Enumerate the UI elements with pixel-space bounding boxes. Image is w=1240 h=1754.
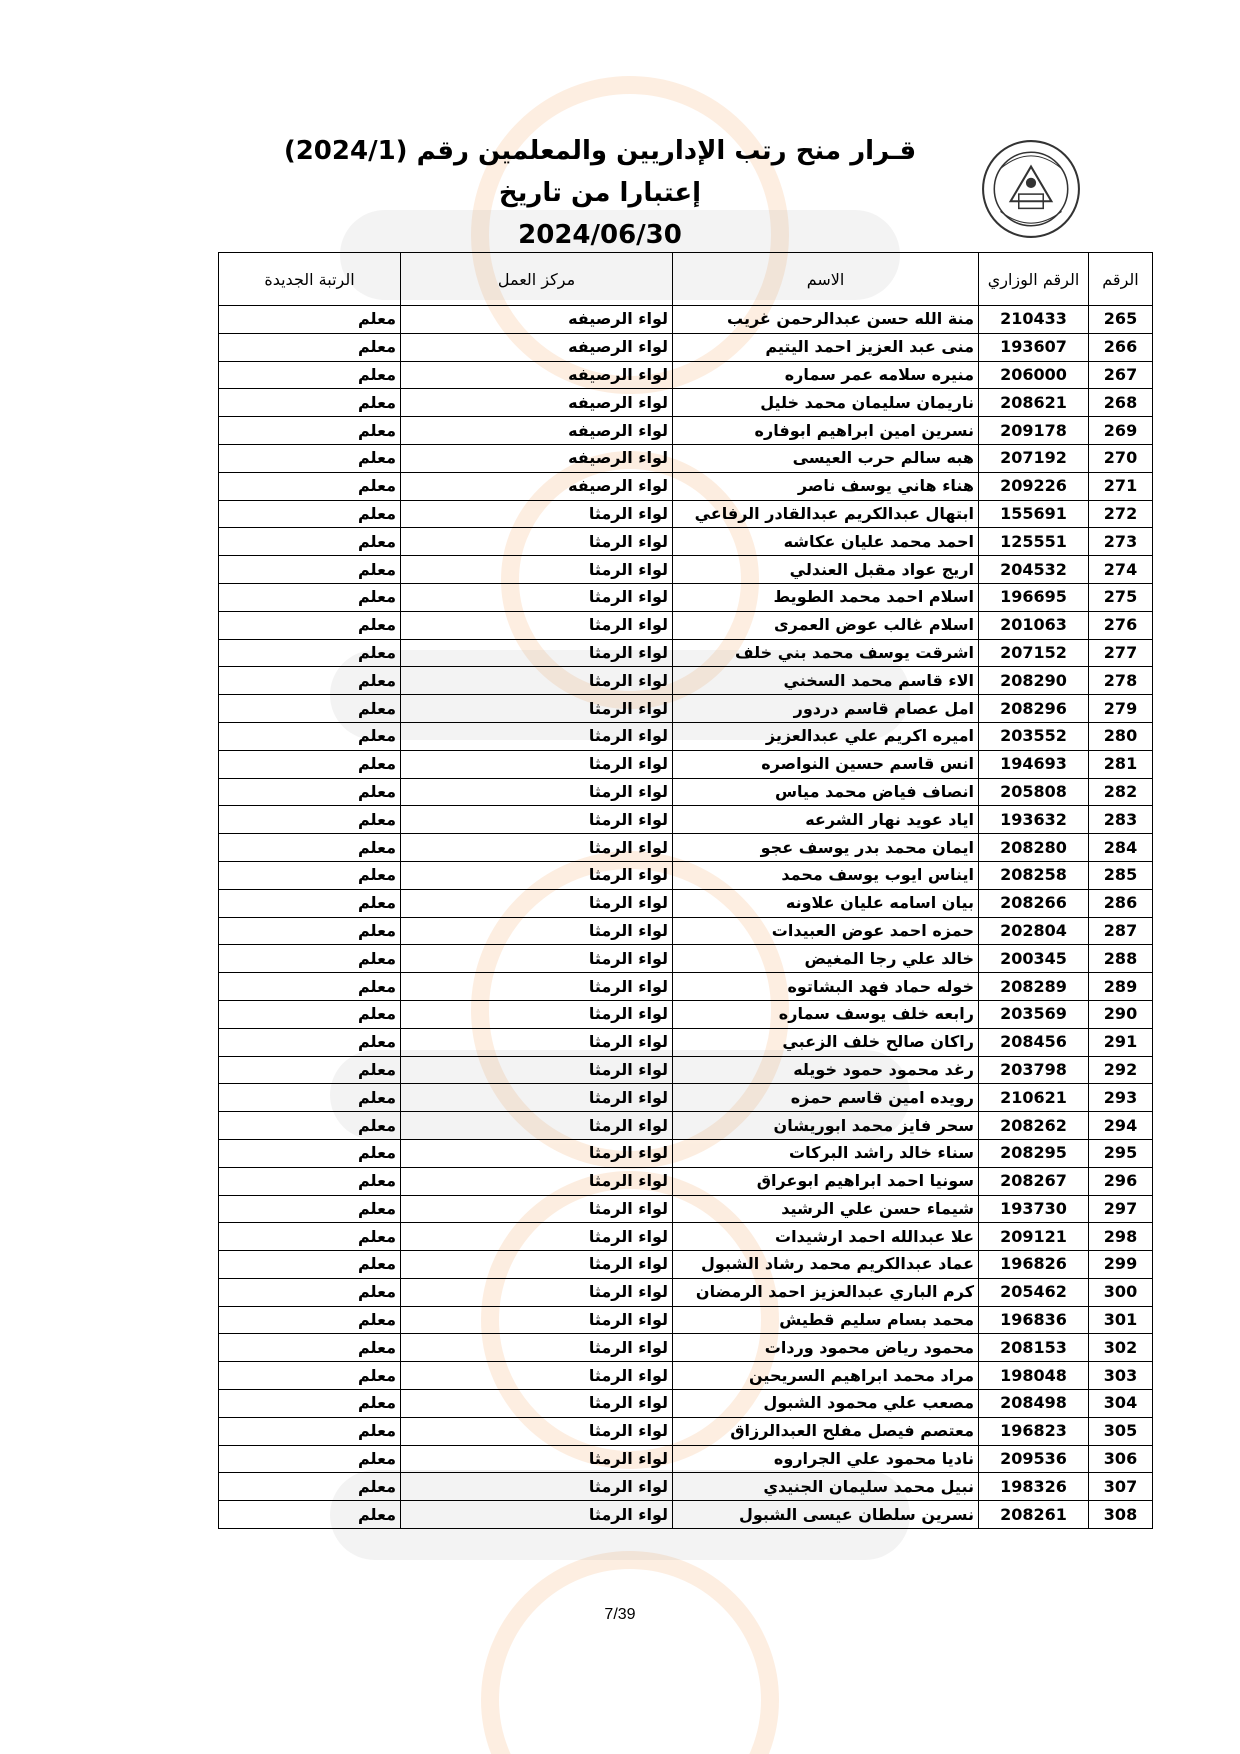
cell-name: علا عبدالله احمد ارشيدات [673,1223,979,1251]
cell-serial: 289 [1089,973,1153,1001]
cell-name: ناديا محمود علي الجراروه [673,1445,979,1473]
cell-new-rank: معلم [219,1084,401,1112]
cell-serial: 290 [1089,1000,1153,1028]
cell-new-rank: معلم [219,417,401,445]
cell-new-rank: معلم [219,1028,401,1056]
cell-ministry-id: 201063 [979,611,1089,639]
table-row [219,750,1153,778]
table-row [219,389,1153,417]
cell-work-center: لواء الرمثا [401,1417,673,1445]
table-header-row [219,253,1153,306]
cell-new-rank: معلم [219,639,401,667]
cell-ministry-id: 208289 [979,973,1089,1001]
cell-work-center: لواء الرمثا [401,1390,673,1418]
cell-ministry-id: 198326 [979,1473,1089,1501]
cell-work-center: لواء الرصيفه [401,444,673,472]
cell-work-center: لواء الرمثا [401,778,673,806]
column-header-new-rank: الرتبة الجديدة [219,253,401,306]
cell-serial: 272 [1089,500,1153,528]
table-row [219,639,1153,667]
cell-work-center: لواء الرمثا [401,556,673,584]
cell-work-center: لواء الرمثا [401,639,673,667]
cell-ministry-id: 208498 [979,1390,1089,1418]
cell-work-center: لواء الرمثا [401,861,673,889]
cell-ministry-id: 209226 [979,472,1089,500]
table-row [219,1362,1153,1390]
cell-ministry-id: 208267 [979,1167,1089,1195]
cell-ministry-id: 196836 [979,1306,1089,1334]
cell-new-rank: معلم [219,1195,401,1223]
cell-name: رويده امين قاسم حمزه [673,1084,979,1112]
cell-ministry-id: 155691 [979,500,1089,528]
cell-serial: 268 [1089,389,1153,417]
cell-name: محمد بسام سليم قطيش [673,1306,979,1334]
cell-serial: 302 [1089,1334,1153,1362]
cell-name: ابتهال عبدالكريم عبدالقادر الرفاعي [673,500,979,528]
cell-new-rank: معلم [219,361,401,389]
table-row [219,1139,1153,1167]
cell-work-center: لواء الرمثا [401,1445,673,1473]
cell-name: سناء خالد راشد البركات [673,1139,979,1167]
cell-serial: 305 [1089,1417,1153,1445]
cell-work-center: لواء الرمثا [401,1362,673,1390]
cell-name: امل عصام قاسم دردور [673,695,979,723]
cell-name: اياد عويد نهار الشرعه [673,806,979,834]
cell-name: سحر فايز محمد ابوريشان [673,1112,979,1140]
cell-name: مصعب علي محمود الشبول [673,1390,979,1418]
cell-new-rank: معلم [219,611,401,639]
cell-serial: 269 [1089,417,1153,445]
cell-new-rank: معلم [219,973,401,1001]
cell-work-center: لواء الرمثا [401,1334,673,1362]
table-row [219,417,1153,445]
cell-name: بيان اسامه عليان علاونه [673,889,979,917]
cell-ministry-id: 208261 [979,1501,1089,1529]
cell-work-center: لواء الرمثا [401,1223,673,1251]
cell-work-center: لواء الرمثا [401,1278,673,1306]
cell-new-rank: معلم [219,834,401,862]
cell-name: راكان صالح خلف الزعبي [673,1028,979,1056]
cell-new-rank: معلم [219,472,401,500]
cell-work-center: لواء الرصيفه [401,472,673,500]
cell-name: اريج عواد مقبل العندلي [673,556,979,584]
cell-new-rank: معلم [219,917,401,945]
cell-ministry-id: 208290 [979,667,1089,695]
cell-ministry-id: 196823 [979,1417,1089,1445]
cell-work-center: لواء الرمثا [401,945,673,973]
table-row [219,1278,1153,1306]
table-row [219,556,1153,584]
cell-serial: 300 [1089,1278,1153,1306]
cell-new-rank: معلم [219,695,401,723]
cell-new-rank: معلم [219,778,401,806]
cell-ministry-id: 203569 [979,1000,1089,1028]
column-header-ministry-id: الرقم الوزاري [979,253,1089,306]
cell-work-center: لواء الرمثا [401,973,673,1001]
page-number: 7/39 [604,1606,636,1623]
cell-name: نسرين امين ابراهيم ابوفاره [673,417,979,445]
table-row [219,861,1153,889]
table-row [219,611,1153,639]
promotions-table [218,252,1153,1529]
cell-serial: 308 [1089,1501,1153,1529]
cell-new-rank: معلم [219,667,401,695]
cell-name: منى عبد العزيز احمد اليتيم [673,333,979,361]
cell-name: ايناس ايوب يوسف محمد [673,861,979,889]
table-row [219,1334,1153,1362]
cell-new-rank: معلم [219,1139,401,1167]
cell-serial: 276 [1089,611,1153,639]
cell-ministry-id: 125551 [979,528,1089,556]
cell-work-center: لواء الرمثا [401,889,673,917]
cell-serial: 292 [1089,1056,1153,1084]
cell-serial: 298 [1089,1223,1153,1251]
table-row [219,528,1153,556]
cell-serial: 277 [1089,639,1153,667]
cell-serial: 299 [1089,1251,1153,1279]
cell-serial: 267 [1089,361,1153,389]
cell-name: انصاف فياض محمد مياس [673,778,979,806]
cell-name: اسلام احمد محمد الطويط [673,583,979,611]
cell-work-center: لواء الرمثا [401,1501,673,1529]
cell-name: انس قاسم حسين النواصره [673,750,979,778]
table-row [219,472,1153,500]
cell-name: خوله حماد فهد البشاتوه [673,973,979,1001]
cell-new-rank: معلم [219,1223,401,1251]
cell-name: احمد محمد عليان عكاشه [673,528,979,556]
cell-name: نبيل محمد سليمان الجنيدي [673,1473,979,1501]
cell-serial: 293 [1089,1084,1153,1112]
column-header-work-center: مركز العمل [401,253,673,306]
cell-new-rank: معلم [219,389,401,417]
table-row [219,444,1153,472]
cell-serial: 266 [1089,333,1153,361]
cell-serial: 288 [1089,945,1153,973]
cell-new-rank: معلم [219,1417,401,1445]
cell-new-rank: معلم [219,1000,401,1028]
cell-name: كرم الباري عبدالعزيز احمد الرمضان [673,1278,979,1306]
cell-work-center: لواء الرصيفه [401,389,673,417]
cell-new-rank: معلم [219,1167,401,1195]
cell-work-center: لواء الرصيفه [401,333,673,361]
table-row [219,1056,1153,1084]
cell-ministry-id: 206000 [979,361,1089,389]
cell-work-center: لواء الرمثا [401,806,673,834]
cell-new-rank: معلم [219,945,401,973]
cell-ministry-id: 209121 [979,1223,1089,1251]
cell-name: منيره سلامه عمر سماره [673,361,979,389]
cell-ministry-id: 193607 [979,333,1089,361]
cell-ministry-id: 202804 [979,917,1089,945]
table-row [219,889,1153,917]
cell-new-rank: معلم [219,306,401,334]
cell-work-center: لواء الرمثا [401,500,673,528]
cell-new-rank: معلم [219,333,401,361]
table-row [219,1251,1153,1279]
cell-new-rank: معلم [219,722,401,750]
table-row [219,361,1153,389]
cell-new-rank: معلم [219,1251,401,1279]
cell-ministry-id: 210433 [979,306,1089,334]
cell-ministry-id: 209536 [979,1445,1089,1473]
cell-name: الاء قاسم محمد السخني [673,667,979,695]
ministry-seal-icon [980,138,1082,240]
cell-serial: 284 [1089,834,1153,862]
cell-serial: 265 [1089,306,1153,334]
cell-ministry-id: 196695 [979,583,1089,611]
document-title [240,130,960,256]
cell-name: اسلام غالب عوض العمرى [673,611,979,639]
cell-new-rank: معلم [219,861,401,889]
cell-name: رغد محمود حمود خويله [673,1056,979,1084]
cell-serial: 296 [1089,1167,1153,1195]
cell-work-center: لواء الرمثا [401,1195,673,1223]
cell-new-rank: معلم [219,583,401,611]
cell-name: منة الله حسن عبدالرحمن غريب [673,306,979,334]
table-row [219,667,1153,695]
table-row [219,973,1153,1001]
title-line-1: قـرار منح رتب الإداريين والمعلمين رقم (2024/1) إعتبارا من تاريخ [283,136,917,208]
cell-work-center: لواء الرمثا [401,611,673,639]
cell-serial: 280 [1089,722,1153,750]
cell-ministry-id: 208295 [979,1139,1089,1167]
table-row [219,1223,1153,1251]
table-row [219,1445,1153,1473]
cell-ministry-id: 198048 [979,1362,1089,1390]
cell-new-rank: معلم [219,889,401,917]
cell-serial: 303 [1089,1362,1153,1390]
cell-ministry-id: 203552 [979,722,1089,750]
cell-work-center: لواء الرمثا [401,1000,673,1028]
table-row [219,1000,1153,1028]
table-row [219,1195,1153,1223]
cell-name: محمود رياض محمود وردات [673,1334,979,1362]
cell-ministry-id: 203798 [979,1056,1089,1084]
table-row [219,778,1153,806]
cell-serial: 271 [1089,472,1153,500]
cell-work-center: لواء الرمثا [401,1473,673,1501]
cell-ministry-id: 193730 [979,1195,1089,1223]
cell-new-rank: معلم [219,1278,401,1306]
cell-ministry-id: 208621 [979,389,1089,417]
cell-new-rank: معلم [219,444,401,472]
cell-ministry-id: 194693 [979,750,1089,778]
cell-ministry-id: 208262 [979,1112,1089,1140]
cell-work-center: لواء الرمثا [401,1028,673,1056]
table-row [219,500,1153,528]
table-row [219,1501,1153,1529]
table-row [219,1473,1153,1501]
cell-name: معتصم فيصل مفلح العبدالرزاق [673,1417,979,1445]
cell-new-rank: معلم [219,1056,401,1084]
table-row [219,806,1153,834]
table-row [219,1306,1153,1334]
title-line-2: 2024/06/30 [518,220,682,250]
table-row [219,306,1153,334]
table-row [219,945,1153,973]
cell-work-center: لواء الرمثا [401,834,673,862]
cell-work-center: لواء الرمثا [401,1306,673,1334]
cell-ministry-id: 196826 [979,1251,1089,1279]
table-row [219,1112,1153,1140]
table-row [219,695,1153,723]
cell-name: عماد عبدالكريم محمد رشاد الشبول [673,1251,979,1279]
table-row [219,1084,1153,1112]
table-row [219,1167,1153,1195]
cell-work-center: لواء الرصيفه [401,361,673,389]
cell-serial: 287 [1089,917,1153,945]
cell-new-rank: معلم [219,806,401,834]
cell-serial: 297 [1089,1195,1153,1223]
table-row [219,583,1153,611]
cell-serial: 307 [1089,1473,1153,1501]
cell-work-center: لواء الرمثا [401,917,673,945]
column-header-serial: الرقم [1089,253,1153,306]
cell-new-rank: معلم [219,528,401,556]
cell-serial: 301 [1089,1306,1153,1334]
cell-new-rank: معلم [219,556,401,584]
cell-work-center: لواء الرمثا [401,528,673,556]
cell-new-rank: معلم [219,750,401,778]
cell-name: شيماء حسن علي الرشيد [673,1195,979,1223]
cell-work-center: لواء الرمثا [401,583,673,611]
cell-serial: 274 [1089,556,1153,584]
cell-new-rank: معلم [219,500,401,528]
cell-ministry-id: 208258 [979,861,1089,889]
cell-ministry-id: 208153 [979,1334,1089,1362]
cell-ministry-id: 193632 [979,806,1089,834]
cell-name: نسرين سلطان عيسى الشبول [673,1501,979,1529]
cell-ministry-id: 208266 [979,889,1089,917]
cell-name: حمزه احمد عوض العبيدات [673,917,979,945]
cell-name: خالد علي رجا المغيض [673,945,979,973]
cell-work-center: لواء الرصيفه [401,417,673,445]
cell-serial: 282 [1089,778,1153,806]
cell-serial: 275 [1089,583,1153,611]
cell-name: اميره اكريم علي عبدالعزيز [673,722,979,750]
cell-name: ايمان محمد بدر يوسف عجو [673,834,979,862]
cell-ministry-id: 210621 [979,1084,1089,1112]
cell-serial: 279 [1089,695,1153,723]
cell-serial: 273 [1089,528,1153,556]
cell-name: ناريمان سليمان محمد خليل [673,389,979,417]
column-header-name: الاسم [673,253,979,306]
cell-work-center: لواء الرمثا [401,1251,673,1279]
cell-name: هناء هاني يوسف ناصر [673,472,979,500]
cell-ministry-id: 205808 [979,778,1089,806]
cell-ministry-id: 200345 [979,945,1089,973]
cell-ministry-id: 204532 [979,556,1089,584]
table-row [219,917,1153,945]
table-row [219,722,1153,750]
cell-new-rank: معلم [219,1306,401,1334]
cell-serial: 285 [1089,861,1153,889]
cell-serial: 270 [1089,444,1153,472]
cell-serial: 281 [1089,750,1153,778]
table-row [219,1390,1153,1418]
cell-work-center: لواء الرمثا [401,1056,673,1084]
table-row [219,834,1153,862]
cell-name: هبه سالم حرب العيسى [673,444,979,472]
cell-work-center: لواء الرصيفه [401,306,673,334]
table-row [219,1028,1153,1056]
cell-serial: 283 [1089,806,1153,834]
cell-new-rank: معلم [219,1334,401,1362]
cell-work-center: لواء الرمثا [401,750,673,778]
cell-new-rank: معلم [219,1390,401,1418]
cell-work-center: لواء الرمثا [401,1112,673,1140]
cell-name: مراد محمد ابراهيم السريحين [673,1362,979,1390]
cell-new-rank: معلم [219,1473,401,1501]
table-row [219,333,1153,361]
cell-serial: 294 [1089,1112,1153,1140]
cell-new-rank: معلم [219,1501,401,1529]
cell-work-center: لواء الرمثا [401,1139,673,1167]
table-row [219,1417,1153,1445]
cell-work-center: لواء الرمثا [401,1084,673,1112]
cell-name: اشرقت يوسف محمد بني خلف [673,639,979,667]
cell-serial: 304 [1089,1390,1153,1418]
cell-ministry-id: 207152 [979,639,1089,667]
cell-name: سونيا احمد ابراهيم ابوعراق [673,1167,979,1195]
cell-ministry-id: 207192 [979,444,1089,472]
cell-ministry-id: 205462 [979,1278,1089,1306]
cell-serial: 286 [1089,889,1153,917]
cell-serial: 306 [1089,1445,1153,1473]
cell-new-rank: معلم [219,1362,401,1390]
cell-ministry-id: 209178 [979,417,1089,445]
cell-work-center: لواء الرمثا [401,1167,673,1195]
cell-serial: 295 [1089,1139,1153,1167]
cell-serial: 278 [1089,667,1153,695]
cell-new-rank: معلم [219,1112,401,1140]
cell-work-center: لواء الرمثا [401,695,673,723]
cell-ministry-id: 208456 [979,1028,1089,1056]
cell-ministry-id: 208280 [979,834,1089,862]
cell-ministry-id: 208296 [979,695,1089,723]
cell-new-rank: معلم [219,1445,401,1473]
cell-name: رابعه خلف يوسف سماره [673,1000,979,1028]
cell-serial: 291 [1089,1028,1153,1056]
cell-work-center: لواء الرمثا [401,722,673,750]
cell-work-center: لواء الرمثا [401,667,673,695]
